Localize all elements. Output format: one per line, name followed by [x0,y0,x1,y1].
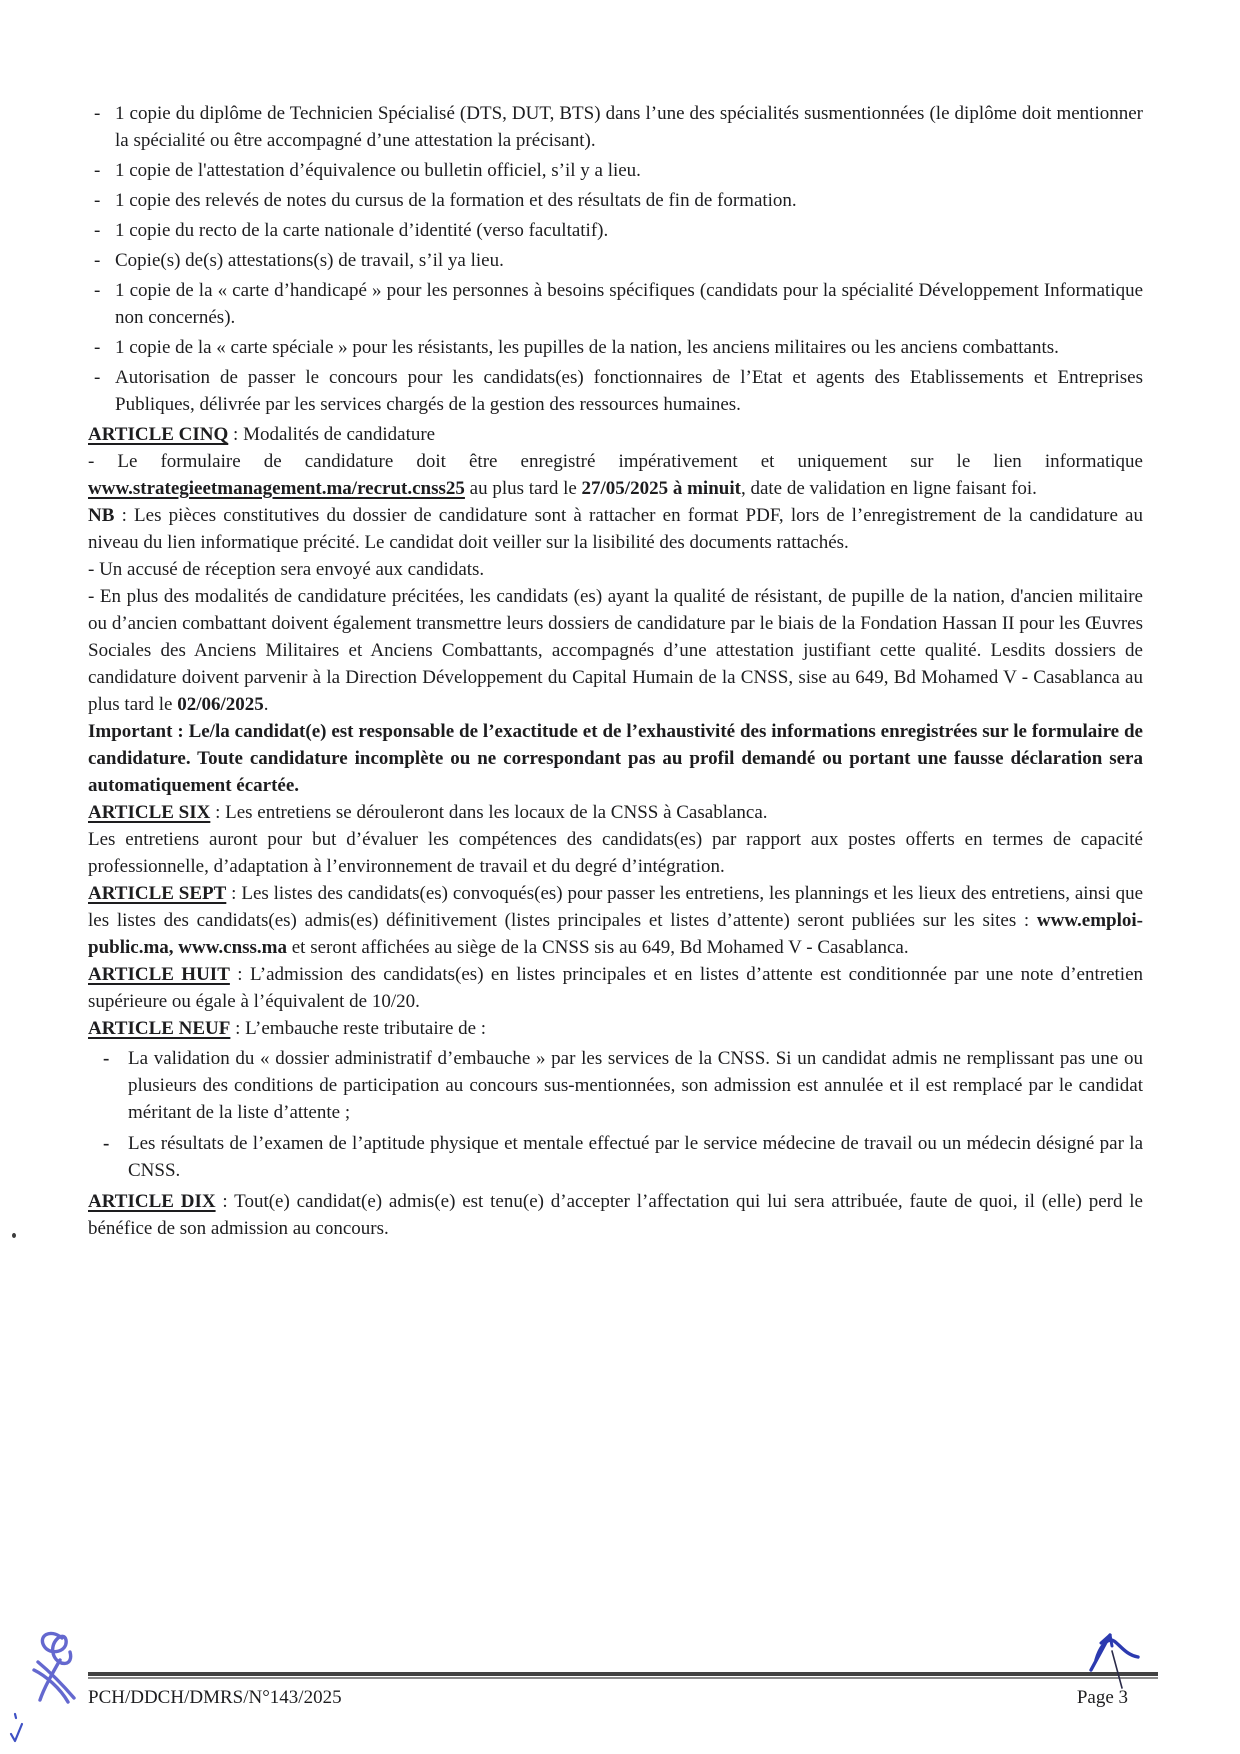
paragraph-text: Les listes des candidats(es) convoqués(es) pour passer les entretiens, les plannings et les lieux des entretiens, ainsi que les listes des candidats(es) admis(es) définitivement (listes principales et listes d’attente) seront publiées sur les sites : [88,883,1144,931]
list-item [88,277,1143,331]
article-neuf-heading-line [88,1015,1143,1042]
list-item [88,1130,1143,1184]
list-item-text: 1 copie du recto de la carte nationale d’identité (verso facultatif). [115,220,609,241]
heading-separator: : [215,1191,235,1212]
list-item [88,247,1143,274]
article-six-heading-line [88,799,1143,826]
list-item [88,217,1143,244]
veterans-paragraph [88,583,1143,718]
article-cinq-paragraph [88,448,1143,502]
ink-scribble-icon [26,1626,92,1710]
dash-bullet: - [94,337,101,358]
paragraph-text: . [263,694,269,715]
heading-separator: : [230,1018,246,1039]
paragraph-text: au plus tard le [464,478,582,499]
list-item [88,364,1143,418]
paragraph-text: - Le formulaire de candidature doit être enregistré impérativement et uniquement sur le lien informatique [88,451,1143,472]
registration-deadline: 27/05/2025 à minuit [581,478,741,499]
document-reference: PCH/DDCH/DMRS/N°143/2025 [88,1687,342,1708]
page-footer [88,1672,1158,1710]
article-six-paragraph: Les entretiens auront pour but d’évaluer les compétences des candidats(es) par rapport aux postes offerts en termes de capacité professionnelle, d’adaptation à l’environnement de travail et du degré d’intégration. [88,829,1143,877]
article-sept-paragraph [88,880,1143,961]
paragraph-text: Les entretiens se dérouleront dans les locaux de la CNSS à Casablanca. [225,802,768,823]
list-item-text: 1 copie des relevés de notes du cursus de la formation et des résultats de fin de formation. [115,190,797,211]
paragraph-text: Les pièces constitutives du dossier de candidature sont à rattacher en format PDF, lors de l’enregistrement de la candidature au niveau du lien informatique précité. Le candidat doit veiller sur la lisibilité des documents rattachés. [88,505,1143,553]
heading-separator: : [229,964,250,985]
paragraph-text: L’embauche reste tributaire de : [245,1018,487,1039]
list-item [88,1045,1143,1126]
publication-sites: www.emploi-public.ma, www.cnss.ma [88,910,1143,958]
heading-separator: : [226,883,242,904]
list-item-text: 1 copie du diplôme de Technicien Spécialisé (DTS, DUT, BTS) dans l’une des spécialités susmentionnées (le diplôme doit mentionner la spécialité ou être accompagné d’une attestation la précisant). [115,103,1143,151]
article-sept-heading: ARTICLE SEPT [88,883,227,904]
list-item-text: La validation du « dossier administratif d’embauche » par les services de la CNSS. Si un candidat admis ne remplissant pas une ou plusieurs des conditions de participation au concours sus-mentionnées, son admission est annulée et il est remplacé par le candidat méritant de la liste d’attente ; [128,1048,1143,1123]
list-item-text: 1 copie de la « carte spéciale » pour les résistants, les pupilles de la nation, les anciens militaires ou les anciens combattants. [115,337,1059,358]
paragraph-text: Tout(e) candidat(e) admis(e) est tenu(e) d’accepter l’affectation qui lui sera attribuée, faute de quoi, il (elle) perd le bénéfice de son admission au concours. [88,1191,1143,1239]
article-neuf-heading: ARTICLE NEUF [88,1018,231,1039]
hiring-conditions-list [88,1045,1143,1184]
registration-url: www.strategieetmanagement.ma/recrut.cnss25 [88,478,465,499]
article-dix-paragraph [88,1188,1143,1242]
footer-rule [88,1672,1158,1680]
dash-bullet: - [94,190,101,211]
scan-speck [12,1233,16,1238]
document-content [88,100,1143,1242]
dash-bullet: - [94,367,101,388]
paragraph-text: , date de validation en ligne faisant foi. [740,478,1037,499]
ink-checkmark-icon [6,1708,30,1748]
dash-bullet: - [103,1133,110,1154]
list-item-text: 1 copie de l'attestation d’équivalence ou bulletin officiel, s’il y a lieu. [115,160,641,181]
list-item [88,100,1143,154]
paragraph-text: L’admission des candidats(es) en listes principales et en listes d’attente est conditionnée par une note d’entretien supérieure ou égale à l’équivalent de 10/20. [88,964,1144,1012]
article-cinq-heading-line [88,421,1143,448]
list-item-text: 1 copie de la « carte d’handicapé » pour les personnes à besoins spécifiques (candidats pour la spécialité Développement Informatique non concernés). [115,280,1143,328]
nb-paragraph [88,502,1143,556]
article-cinq-heading: ARTICLE CINQ [88,424,229,445]
article-six-heading: ARTICLE SIX [88,802,211,823]
important-notice: Important : Le/la candidat(e) est responsable de l’exactitude et de l’exhaustivité des informations enregistrées sur le formulaire de candidature. Toute candidature incomplète ou ne correspondant pas au profil demandé ou portant une fausse déclaration sera automatiquement écartée. [88,721,1143,796]
heading-separator: : [210,802,226,823]
article-huit-paragraph [88,961,1143,1015]
dash-bullet: - [94,250,101,271]
list-item [88,187,1143,214]
page-number: Page 3 [1076,1687,1128,1708]
required-documents-list [88,100,1143,418]
dash-bullet: - [94,103,101,124]
dash-bullet: - [94,220,101,241]
dash-bullet: - [94,280,101,301]
nb-label: NB [88,505,115,526]
footer-row [88,1686,1158,1710]
paragraph-text: - En plus des modalités de candidature précitées, les candidats (es) ayant la qualité de résistant, de pupille de la nation, d'ancien militaire ou d’ancien combattant doivent également transmettre leurs dossiers de candidature par le biais de la Fondation Hassan II pour les Œuvres Sociales des Anciens Militaires et Anciens Combattants, accompagnés d’une attestation justifiant cette qualité. Lesdits dossiers de candidature doivent parvenir à la Direction Développement du Capital Humain de la CNSS, sise au 649, Bd Mohamed V - Casablanca au plus tard le [88,586,1143,715]
list-item-text: Les résultats de l’examen de l’aptitude physique et mentale effectué par le service médecine de travail ou un médecin désigné par la CNSS. [128,1133,1143,1181]
list-item [88,334,1143,361]
heading-separator: : [114,505,135,526]
acknowledgement-paragraph: - Un accusé de réception sera envoyé aux candidats. [88,559,485,580]
heading-separator: : [228,424,244,445]
list-item-text: Copie(s) de(s) attestations(s) de travail, s’il ya lieu. [115,250,504,271]
list-item [88,157,1143,184]
article-dix-heading: ARTICLE DIX [88,1191,216,1212]
dash-bullet: - [103,1048,110,1069]
article-huit-heading: ARTICLE HUIT [88,964,230,985]
paragraph-text: et seront affichées au siège de la CNSS sis au 649, Bd Mohamed V - Casablanca. [287,937,909,958]
dash-bullet: - [94,160,101,181]
mail-deadline: 02/06/2025 [177,694,264,715]
list-item-text: Autorisation de passer le concours pour les candidats(es) fonctionnaires de l’Etat et agents des Etablissements et Entreprises Publiques, délivrée par les services chargés de la gestion des ressources humaines. [115,367,1143,415]
article-cinq-subject: Modalités de candidature [243,424,436,445]
